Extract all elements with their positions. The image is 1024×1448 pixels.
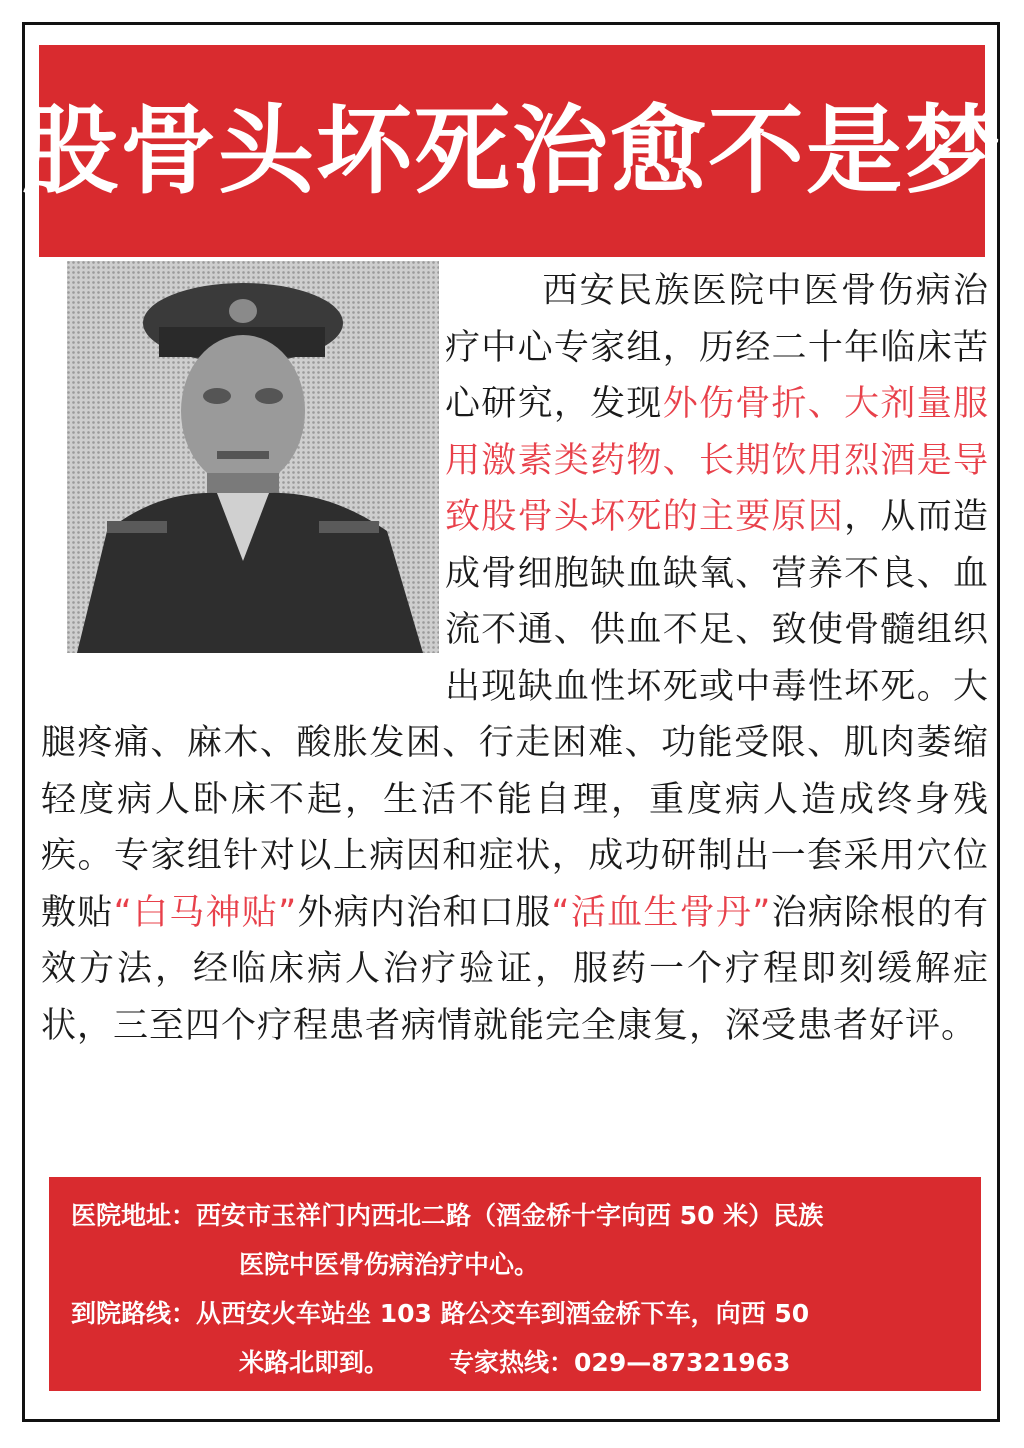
- hotline-label: 专家热线：: [449, 1348, 575, 1377]
- article-result: 治病除根的有效方法，经临床病人治疗验证，服药一个疗程即刻缓解症状，三至四个疗程患者病情就能完全康复，深受患者好评。: [41, 892, 989, 1046]
- route-text: 从西安火车站坐 103 路公交车到酒金桥下车，向西 50: [196, 1299, 810, 1328]
- article-treatment: 外病内治和口服: [297, 892, 552, 933]
- hotline-number: 029—87321963: [574, 1348, 791, 1377]
- route-line: [71, 1289, 961, 1338]
- headline: 股骨头坏死治愈不是梦: [22, 94, 1002, 207]
- cause-highlight: 外伤骨折、大剂量服用激素类药物、长期饮用烈酒是导致股骨头坏死的主要原因: [445, 384, 989, 537]
- route-text-end: 米路北即到。: [239, 1348, 390, 1377]
- address-line-2: 医院中医骨伤病治疗中心。: [239, 1250, 540, 1279]
- remedy-pill-name: “活血生骨丹”: [551, 892, 772, 933]
- advertisement-frame: [22, 22, 1000, 1422]
- headline-banner: [22, 45, 1002, 257]
- address-text: 西安市玉祥门内西北二路（酒金桥十字向西 50 米）民族: [196, 1201, 824, 1230]
- contact-info-box: [49, 1177, 981, 1391]
- route-line-2: [71, 1338, 961, 1387]
- address-line: [71, 1191, 961, 1240]
- remedy-patch-name: “白马神贴”: [113, 892, 298, 933]
- article-body: [41, 263, 989, 1054]
- article-symptoms: ，从而造成骨细胞缺血缺氧、营养不良、血流不通、供血不足、致使骨髓组织出现缺血性坏死或中毒性坏死。大腿疼痛、麻木、酸胀发困、行走困难、功能受限、肌肉萎缩轻度病人卧床不起，生活不能自理，重度病人造成终身残疾。专家组针对以上病因和症状，成功研制出一套采用穴位敷贴: [41, 497, 989, 933]
- route-label: 到院路线：: [71, 1299, 197, 1328]
- article-intro: 西安民族医院中医骨伤病治疗中心专家组，历经二十年临床苦心研究，发现: [445, 271, 989, 424]
- address-label: 医院地址：: [71, 1201, 197, 1230]
- photo-spacer: [41, 263, 445, 681]
